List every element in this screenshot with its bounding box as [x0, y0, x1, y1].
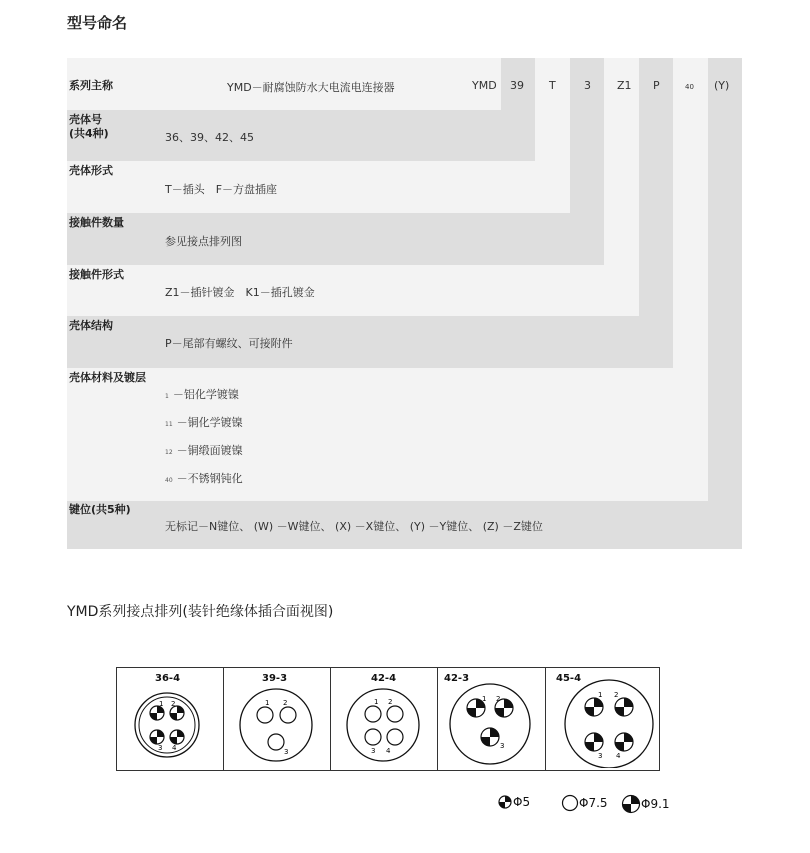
code-shell-structure: P — [653, 79, 660, 92]
code-contact-qty: 3 — [584, 79, 591, 92]
arrangement-42-4 — [331, 668, 438, 770]
material-code: 1 — [165, 393, 169, 400]
material-text: －铝化学镀镍 — [172, 388, 239, 401]
code-key: (Y) — [714, 79, 730, 92]
pin-label: 3 — [158, 744, 163, 752]
legend-label: Φ7.5 — [579, 796, 608, 810]
shell-size-value: 36、39、42、45 — [165, 131, 254, 144]
shell-form-label: 壳体形式 — [69, 164, 113, 177]
arrangement-name: 39-3 — [262, 673, 288, 684]
pin-label: 1 — [159, 700, 164, 708]
contact-phi5-icon — [497, 794, 513, 810]
legend-label: Φ5 — [513, 795, 531, 809]
key-label: 键位(共5种) — [69, 503, 131, 516]
shell-structure-label: 壳体结构 — [69, 319, 113, 332]
material-item — [165, 414, 243, 430]
section-title-model-naming: 型号命名 — [67, 14, 128, 32]
material-code: 12 — [165, 449, 173, 456]
series-name: YMD－耐腐蚀防水大电流电连接器 — [227, 81, 395, 94]
legend-label: Φ9.1 — [641, 797, 670, 811]
contact-form-value: Z1－插针镀金 K1－插孔镀金 — [165, 286, 315, 299]
pin-label: 2 — [614, 691, 619, 699]
arrangement-39-3-diagram — [224, 668, 330, 768]
pin-label: 3 — [284, 748, 289, 756]
code-contact-form: Z1 — [617, 79, 632, 92]
pin-label: 3 — [371, 747, 376, 755]
pin-label: 2 — [496, 695, 501, 703]
material-text: －铜缎面镀镍 — [176, 444, 243, 457]
material-text: －不锈钢钝化 — [176, 472, 243, 485]
arrangement-39-3 — [224, 668, 331, 770]
pin-label: 3 — [598, 752, 603, 760]
arrangement-36-4 — [117, 668, 224, 770]
material-code: 40 — [165, 477, 173, 484]
pin-label: 2 — [283, 699, 288, 707]
material-item — [165, 442, 243, 458]
contact-qty-label: 接触件数量 — [69, 216, 124, 229]
code-shell-form: T — [549, 79, 556, 92]
pin-label: 3 — [500, 742, 505, 750]
code-shell-size: 39 — [510, 79, 524, 92]
contact-qty-value: 参见接点排列图 — [165, 235, 242, 248]
pin-label: 2 — [171, 700, 176, 708]
legend-item-phi9-1 — [621, 794, 670, 814]
pin-label: 4 — [616, 752, 621, 760]
shell-form-value: T－插头 F－方盘插座 — [165, 183, 278, 196]
arrangement-42-3 — [438, 668, 546, 770]
material-item — [165, 386, 239, 402]
arrangement-name: 36-4 — [155, 673, 181, 684]
pin-label: 1 — [598, 691, 603, 699]
shell-structure-value: P－尾部有螺纹、可接附件 — [165, 337, 293, 350]
legend-item-phi5 — [497, 794, 530, 810]
legend-item-phi7-5 — [561, 794, 608, 812]
contact-phi9-1-icon — [621, 794, 641, 814]
section-title-contact-arrangement: YMD系列接点排列(装针绝缘体插合面视图) — [67, 604, 334, 620]
arrangement-36-4-diagram — [117, 668, 223, 768]
pin-label: 4 — [386, 747, 391, 755]
code-ymd: YMD — [472, 79, 497, 92]
arrangement-name: 42-3 — [444, 673, 470, 684]
material-item — [165, 470, 243, 486]
contact-arrangement-panel — [116, 667, 660, 771]
shell-size-label: 壳体号 (共4种) — [69, 113, 109, 140]
arrangement-name: 42-4 — [371, 673, 397, 684]
arrangement-45-4-diagram — [546, 668, 659, 768]
arrangement-name: 45-4 — [556, 673, 582, 684]
arrangement-42-3-diagram — [438, 668, 545, 768]
contact-phi7-5-icon — [561, 794, 579, 812]
arrangement-42-4-diagram — [331, 668, 437, 768]
material-label: 壳体材料及镀层 — [69, 371, 146, 384]
pin-label: 1 — [374, 698, 379, 706]
pin-label: 1 — [482, 695, 487, 703]
pin-label: 2 — [388, 698, 393, 706]
pin-label: 1 — [265, 699, 270, 707]
code-material: 40 — [685, 83, 694, 91]
series-label: 系列主称 — [69, 79, 113, 92]
material-code: 11 — [165, 421, 173, 428]
model-naming-table — [67, 58, 742, 549]
arrangement-45-4 — [546, 668, 659, 770]
material-text: －铜化学镀镍 — [176, 416, 243, 429]
contact-form-label: 接触件形式 — [69, 268, 124, 281]
pin-label: 4 — [172, 744, 177, 752]
key-value: 无标记－N键位、 (W) －W键位、 (X) －X键位、 (Y) －Y键位、 (Z) －Z键位 — [165, 520, 543, 533]
